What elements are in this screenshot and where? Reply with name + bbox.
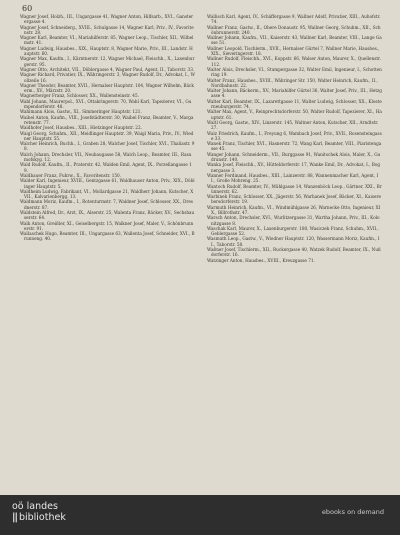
directory-entry: Walk Anton, Greißler, XI., Geiselbergstr. 15, Walkner Josef, Maler, V., Schönbrunnerstr. 91. bbox=[20, 220, 194, 231]
left-column bbox=[20, 14, 195, 242]
directory-entry: Waldmann Moriz, Kaufm., I., Rotenturmstr. 7, Waldner Josef, Schlosser, XX., Dresdnerstr. 87. bbox=[20, 199, 193, 210]
library-logo[interactable] bbox=[12, 501, 66, 523]
directory-entry: Waldstein Alfred, Dr., Arzt, IX., Alserstr. 25, Walenta Franz, Bäcker, XV., Sechshauserstr. 64. bbox=[20, 209, 195, 221]
directory-entry: Wahlmann Alois, Gastw., XI., Simmeringer Hauptstr. 121. bbox=[20, 109, 142, 115]
page-number: 60 bbox=[22, 4, 33, 13]
directory-entry: Wallaschek Hugo, Beamter, III., Ungargasse 63, Wallenta Josef, Schneider, XVI., Brunneng. 40. bbox=[20, 231, 195, 242]
directory-entry: Wallner Franz, Gastw., II., Obere Donaustr. 95, Wallner Georg, Schuhm., XII., Schönbrunnerstr. 240. bbox=[207, 24, 381, 35]
directory-entry: Waschak Karl, Maurer, X., Laxenburgerstr. 180, Wasiczek Franz, Schuhm., XVII., Geblergasse 52. bbox=[207, 225, 379, 237]
directory-entry: Walter Johann, Bäckerm., XV., Mariahilfer Gürtel 36, Walter Josef, Priv., III., Hetzgasse 4. bbox=[207, 88, 382, 99]
directory-entry: Waidhofer Josef, Hausbes., XIII., Hietzinger Hauptstr. 22. bbox=[20, 125, 142, 131]
directory-entry: Wanner Ferdinand, Hausbes., XIII., Lainzerstr. 88, Wannenmacher Karl, Agent, II., Große Mohreng. 25. bbox=[207, 172, 379, 184]
directory-entry: Wallisch Karl, Agent, IV., Schäffergasse 9, Wallner Adolf, Privatier, XIII., Auhofstr. 74. bbox=[207, 14, 381, 25]
logo-line-2: bibliothek bbox=[18, 512, 66, 523]
directory-entry: Walter Max, Agent, V., Reinprechtsdorferstr. 50, Walter Rudolf, Tapezierer, XI., Hauptstr. 61. bbox=[207, 109, 382, 120]
directory-entry: Walter Franz, Hausbes., XVIII., Währinger Str. 150, Walter Heinrich, Kaufm., II., Nordbahnstr. 22. bbox=[207, 77, 378, 88]
directory-entry: Wald Rudolf, Kaufm., II., Praterstr. 42, Walden Emil, Agent, IX., Porzellangasse 19. bbox=[20, 162, 192, 173]
directory-entry: Wagner Ludwig, Hausbes., XIX., Hauptstr. 8, Wagner Marie, Priv., III., Landstr. Hauptstr. 60. bbox=[20, 45, 193, 57]
directory-entry: Wagnerberger Franz, Schlosser, XX., Wallensteinstr. 45. bbox=[20, 93, 139, 99]
directory-entry: Walder Karl, Ingenieur, XVIII., Gentzgasse 61, Waldhauser Anton, Priv., XIX., Döblinger Hauptstr. 5. bbox=[20, 178, 195, 189]
directory-entry: Wasmuth Leop., Gastw., V., Wiedner Hauptstr. 120, Wassermann Moriz, Kaufm., II., Taborstr. 58. bbox=[207, 236, 380, 247]
directory-entry: Wagner Richard, Privatier, IX., Währingerstr. 3, Wagner Rudolf, Dr., Advokat, I., Wollzeile 16. bbox=[20, 72, 195, 83]
directory-entry: Wanek Franz, Tischler, XVI., Hasnerstr. 72, Wang Karl, Beamter, VIII., Piaristengasse 45. bbox=[207, 141, 382, 152]
eod-label[interactable]: ebooks on demand bbox=[321, 508, 384, 516]
directory-entry: Walter Karl, Beamter, IX., Lazarettgasse 11, Walter Ludwig, Schlosser, XX., Klosterneuburgerstr. 74. bbox=[207, 98, 382, 110]
directory-entry: Walch Johann, Drechsler, VII., Neubaugasse 58, Walch Leop., Beamter, III., Rasumofskyg. 12. bbox=[20, 151, 192, 163]
directory-entry: Wallner Rudolf, Fleischh., XVI., Koppstr. 66, Walser Anton, Maurer, X., Quellenstr. 112. bbox=[207, 56, 381, 67]
directory-entry: Waigl Georg, Schuhm., XII., Meidlinger Hauptstr. 39, Waigl Maria, Priv., IV., Wiedner Hauptstr. 55. bbox=[20, 130, 194, 141]
directory-entry: Watzinger Anton, Hausbes., XVIII., Kreuzgasse 71. bbox=[207, 257, 315, 263]
directory-entry: Wagner Max, Kaufm., I., Kärntnerstr. 12, Wagner Michael, Fleischh., X., Laxenburgerstr. 95. bbox=[20, 56, 195, 67]
logo-line-1: oö landes bbox=[12, 501, 58, 512]
directory-entry: Waldbauer Franz, Fuhrw., X., Favoritenstr. 150. bbox=[20, 172, 122, 178]
logo-bars-icon: || bbox=[12, 512, 17, 523]
directory-entry: Waibel Anton, Kaufm., VIII., Josefstädterstr. 30, Waibel Franz, Beamter, V., Margaretenstr. 77. bbox=[20, 114, 194, 125]
directory-entry: Wagner Josef, Schneiderg., XVIII., Schulgasse 14, Wagner Karl, Priv., IV., Favoritenstr. 28. bbox=[20, 24, 194, 35]
directory-entry: Waltl Georg, Gastw., XIV., Linzerstr. 145, Waltner Anton, Kutscher, XII., Arndtstr. 27. bbox=[207, 119, 379, 131]
directory-entry: Waßner Josef, Tischlerm., XII., Ruckergasse 40, Watzek Rudolf, Beamter, IX., Nußdorferstr. 16. bbox=[207, 247, 381, 258]
directory-entry: Walter Alois, Drechsler, VI., Stumpergasse 32, Walter Emil, Ingenieur, I., Schottenring 19. bbox=[207, 66, 382, 78]
directory-entry: Wagner Josef, Holzh., III., Ungargasse 41, Wagner Anton, Hilfsarb., XVI., Gansterergasse 4. bbox=[20, 14, 194, 25]
directory-entry: Wanka Josef, Fleischh., XV., Hütteldorferstr. 17, Wanke Emil, Dr., Advokat, I., Bognergasse 3. bbox=[207, 162, 381, 173]
directory-entry: Wagner Karl, Beamter, VI., Mariahilferstr. 85, Wagner Leop., Tischler, XII., Wilhelmstr. 41. bbox=[20, 35, 194, 46]
directory-entry: Warmuth Heinrich, Kaufm., VI., Windmühlgasse 26, Warnecke Otto, Ingenieur, XIX., Billrothstr. 47. bbox=[207, 204, 381, 215]
directory-entry: Waldheim Ludwig, Fabrikant, VI., Mollardgasse 21, Waldherr Johann, Kutscher, XVII., Kalvarienbergg. 13. bbox=[20, 188, 194, 200]
directory-entry: Wagner Theodor, Beamter, XVII., Hernalser Hauptstr. 104, Wagner Wilhelm, Bäckerm., XV., Märzstr. 20. bbox=[20, 82, 194, 94]
directory-entry: Wanger Johann, Schneiderm., VII., Burggasse 91, Wanitschek Alois, Maler, X., Gudrunstr. 140. bbox=[207, 151, 381, 163]
directory-entry: Wantoch Rudolf, Beamter, IV., Mühlgasse 14, Wanzenböck Leop., Gärtner, XXI., Brünnerstr. 62. bbox=[207, 183, 382, 194]
directory-entry: Wahl Johann, Maurerpol., XVI., Ottakringerstr. 70, Wahl Karl, Tapezierer, VI., Gumpendorferstr. 48. bbox=[20, 98, 192, 110]
right-column bbox=[207, 14, 382, 263]
directory-entry: Wagner Otto, Architekt, VII., Döblergasse 4, Wagner Paul, Agent, II., Taborstr. 33. bbox=[20, 66, 195, 72]
directory-entry: Walz Friedrich, Kaufm., I., Freyung 6, Wambach Josef, Priv., XVII., Rosensteingasse 33. bbox=[207, 130, 382, 141]
directory-entry: Warbinek Franz, Schlosser, XX., Jägerstr. 56, Warhanek Josef, Bäcker, XI., Kaiserebersdorferstr. 19. bbox=[207, 194, 381, 205]
directory-entry: Wallner Johann, Kaufm., VII., Kaiserstr. 43, Wallner Karl, Beamter, VIII., Lange Gasse 51. bbox=[207, 35, 382, 46]
directory-entry: Warsch Anton, Drechsler, XVI., Wurlitzergasse 31, Wartha Johann, Priv., III., Kolonitzgasse 8. bbox=[207, 215, 380, 226]
directory-entry: Wallner Leopold, Tischlerm., XVII., Hernalser Gürtel 7, Wallner Marie, Hausbes., XIX., Sieveringerstr. 18. bbox=[207, 45, 380, 57]
footer-bar bbox=[0, 495, 400, 535]
directory-entry: Walcher Heinrich, Buchh., I., Graben 28, Walcher Josef, Tischler, XVI., Thaliastr. 98. bbox=[20, 141, 195, 152]
